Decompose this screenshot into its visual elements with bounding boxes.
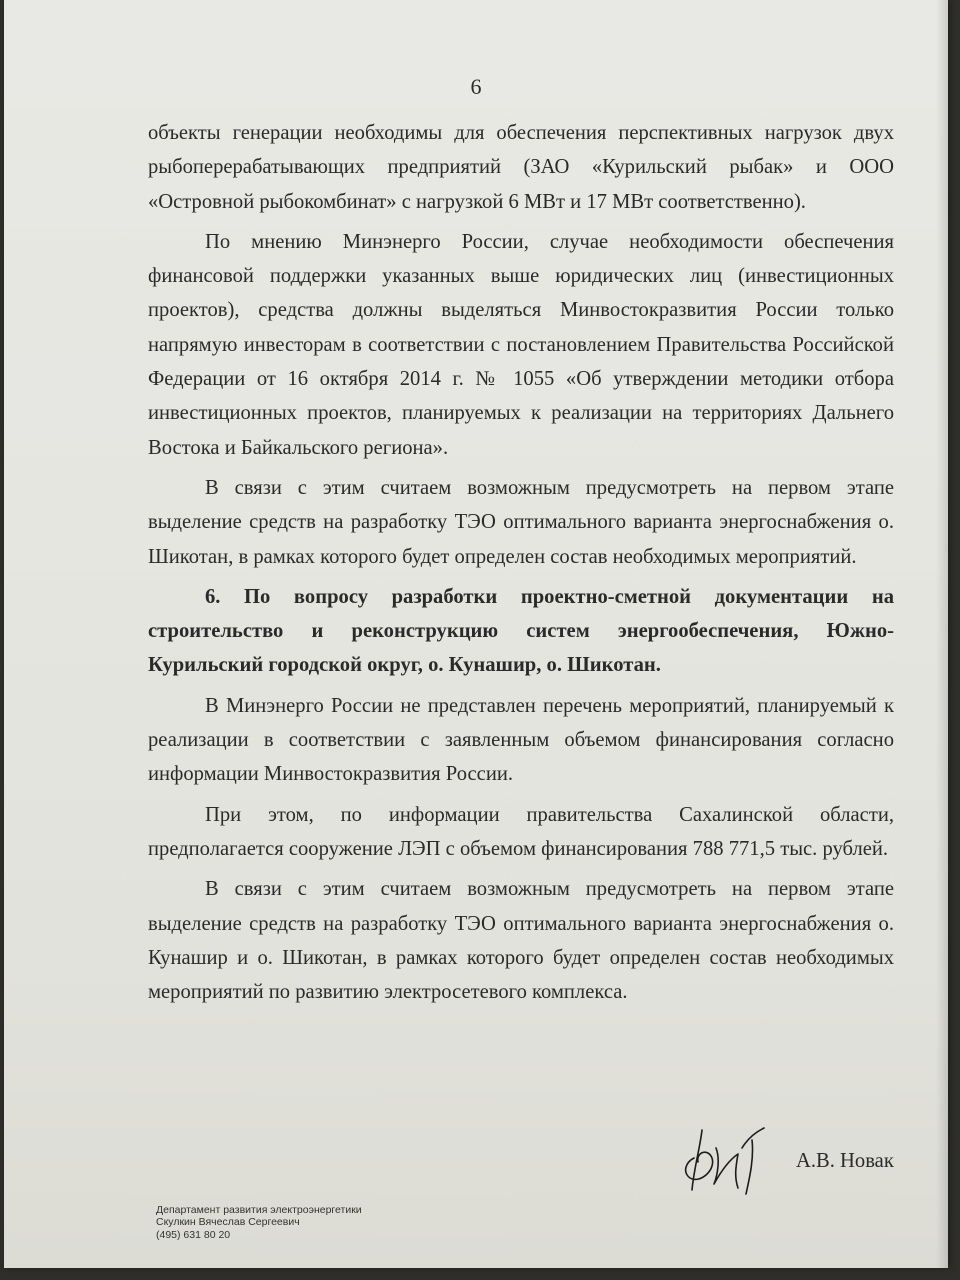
footer-executor: Скулкин Вячеслав Сергеевич xyxy=(156,1216,300,1229)
paragraph-continuation: объекты генерации необходимы для обеспечения перспективных нагрузок двух рыбоперерабатывающих предприятий (ЗАО «Курильский рыбак» и ООО «Островной рыбокомбинат» с нагрузкой 6 МВт и 17 МВт соответственно). xyxy=(148,122,894,213)
page-edge-shadow xyxy=(936,0,948,1268)
document-body xyxy=(148,116,894,1009)
footer-department: Департамент развития электроэнергетики xyxy=(156,1204,362,1216)
page-number: 6 xyxy=(470,74,482,99)
paragraph-kunashir-proposal: В связи с этим считаем возможным предусмотреть на первом этапе выделение средств на разработку ТЭО оптимального варианта энергоснабжения о. Кунашир и о. Шикотан, в рамках которого будет определен состав необходимых мероприятий по развитию электросетевого комплекса. xyxy=(148,878,894,1004)
footer-phone: (495) 631 80 20 xyxy=(156,1228,231,1241)
signature-block xyxy=(672,1118,902,1218)
document-page xyxy=(4,0,948,1268)
signer-name: А.В. Новак xyxy=(796,1150,894,1172)
paragraph-sakhalin-info: При этом, по информации правительства Сахалинской области, предполагается сооружение ЛЭП с объемом финансирования 788 771,5 тыс. рублей. xyxy=(148,803,894,860)
executor-footer xyxy=(156,1204,362,1241)
paragraph-shikotan-proposal: В связи с этим считаем возможным предусмотреть на первом этапе выделение средств на разработку ТЭО оптимального варианта энергоснабжения о. Шикотан, в рамках которого будет определен состав необходимых мероприятий. xyxy=(148,476,894,568)
paragraph-minenergo-opinion: По мнению Минэнерго России, случае необходимости обеспечения финансовой поддержки указанных выше юридических лиц (инвестиционных проектов), средства должны выделяться Минвостокразвития России только напрямую инвесторам в соответствии с постановлением Правительства Российской Федерации от 16 октября 2014 г. № 1055 «Об утверждении методики отбора инвестиционных проектов, планируемых к реализации на территориях Дальнего Востока и Байкальского региона». xyxy=(148,230,894,459)
section-heading-6: 6. По вопросу разработки проектно-сметной документации на строительство и реконструкцию систем энергообеспечения, Южно-Курильский городской округ, о. Кунашир, о. Шикотан. xyxy=(148,585,894,677)
handwritten-signature xyxy=(672,1118,792,1198)
paragraph-no-list: В Минэнерго России не представлен перечень мероприятий, планируемый к реализации в соответствии с заявленным объемом финансирования согласно информации Минвостокразвития России. xyxy=(148,694,894,786)
